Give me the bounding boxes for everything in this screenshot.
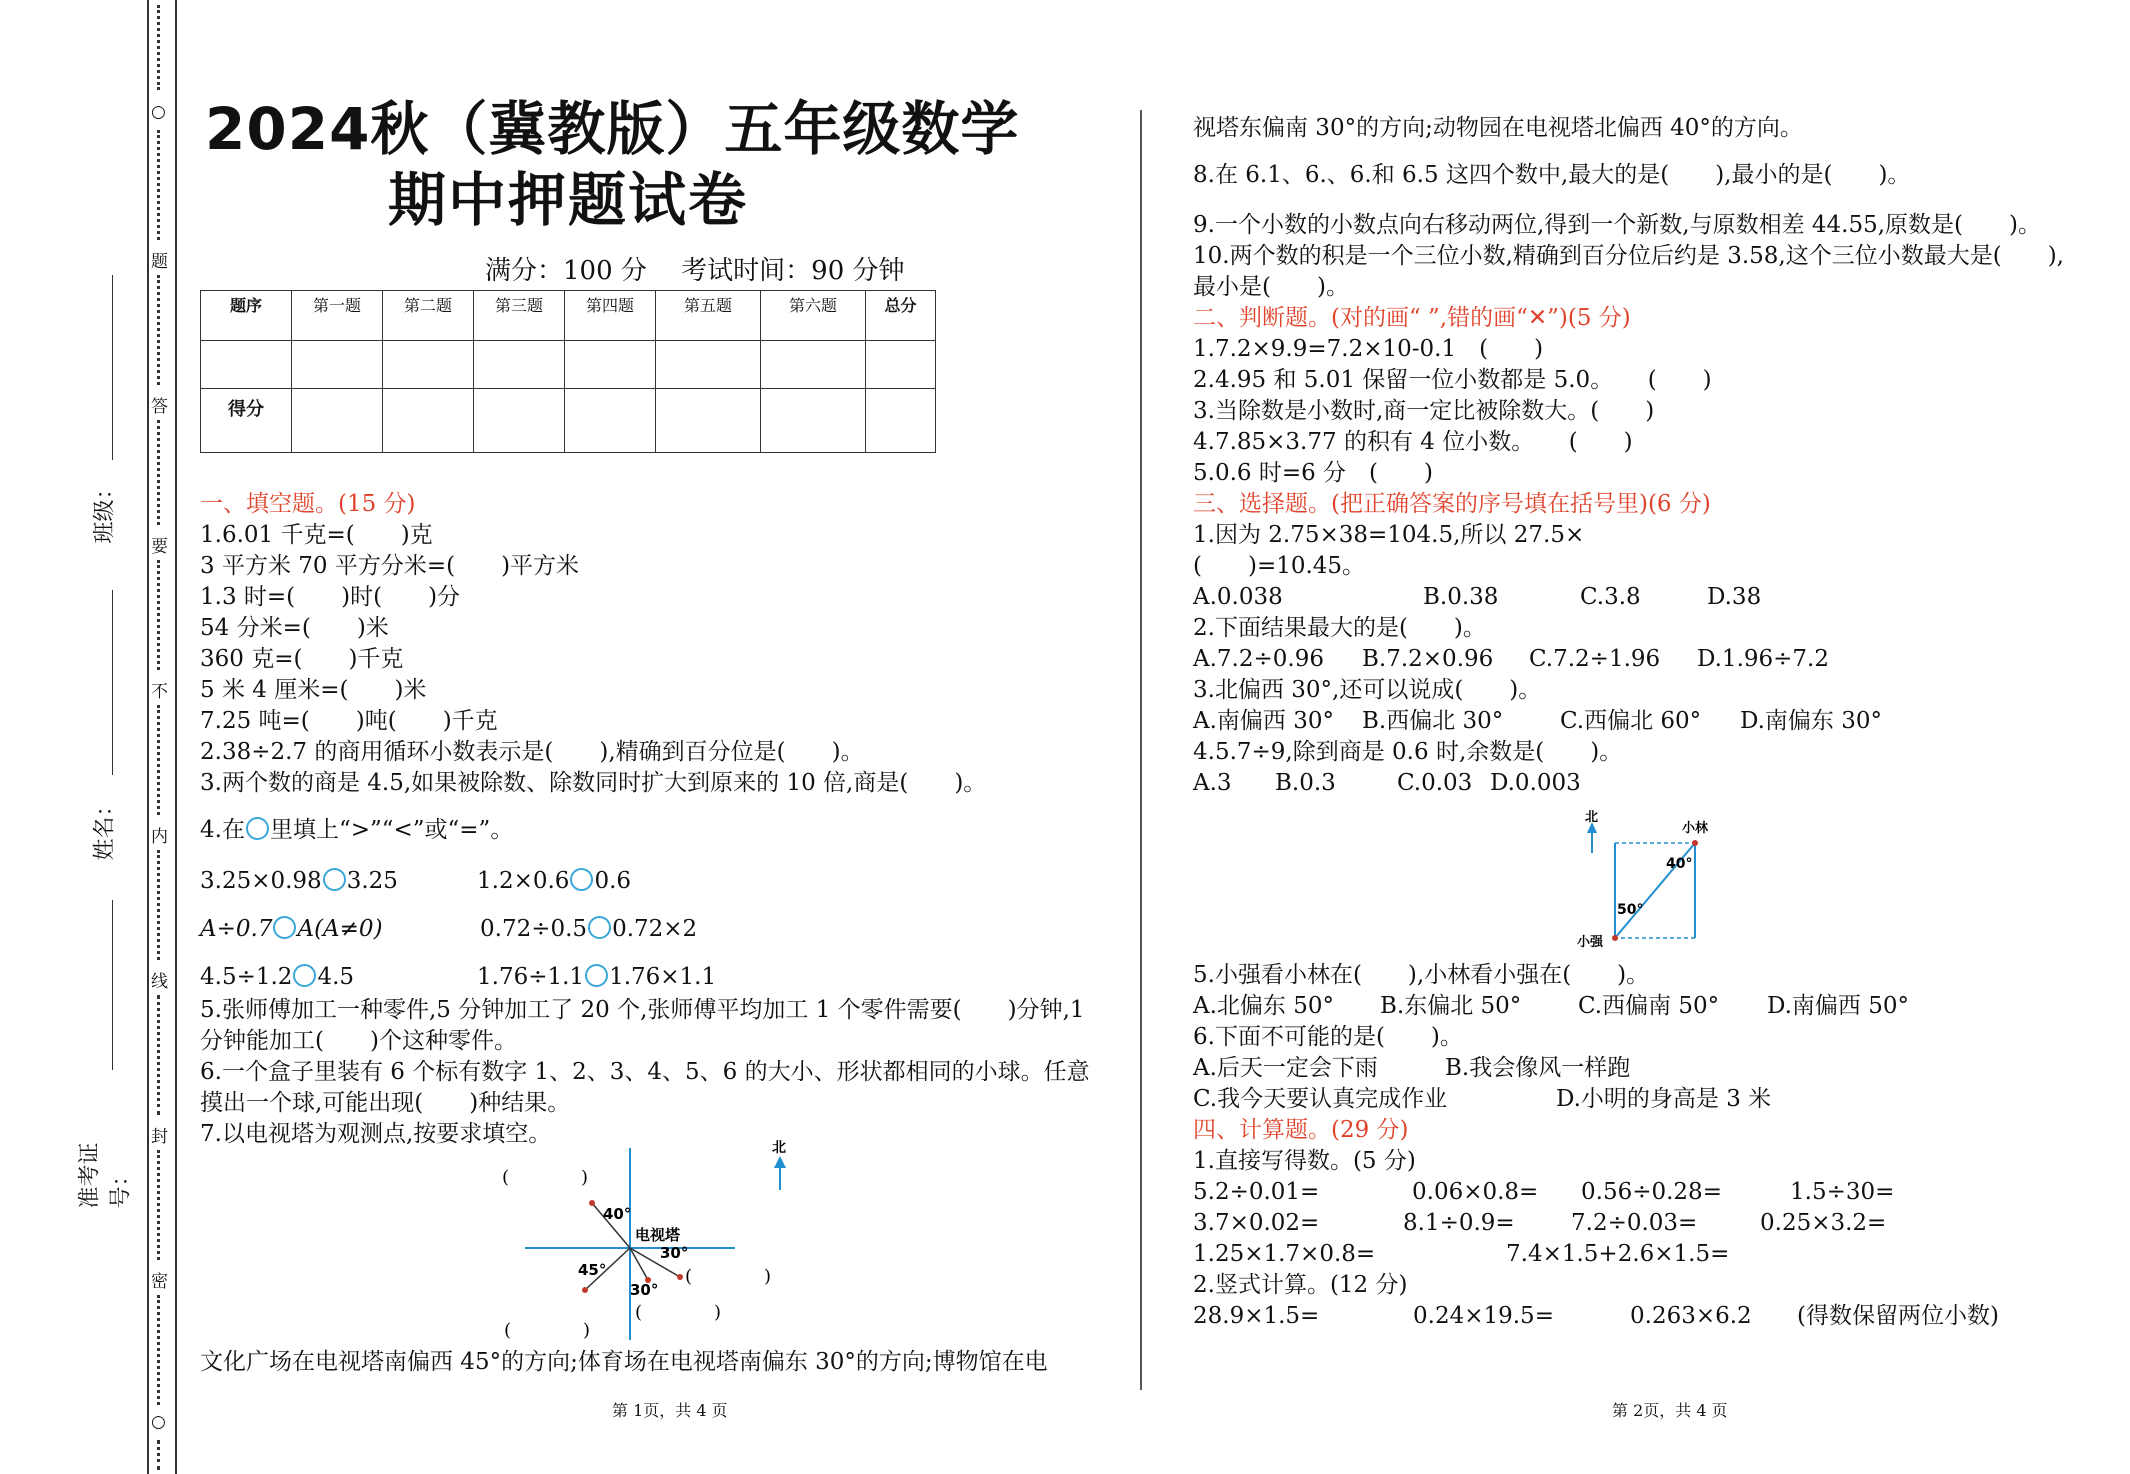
seal-char: ○ <box>151 1412 166 1432</box>
page-divider <box>1140 110 1142 1390</box>
option: B.我会像风一样跑 <box>1445 1055 1631 1081</box>
s2-line: 2.4.95 和 5.01 保留一位小数都是 5.0。 ( ) <box>1193 367 1712 393</box>
option: C.西偏北 60° <box>1560 708 1702 734</box>
title-line1: 2024秋（冀教版）五年级数学 <box>205 95 1020 163</box>
compare-left: 3.25×0.98 <box>200 868 322 894</box>
compass-diagram <box>490 1140 820 1345</box>
section3-heading: 三、选择题。(把正确答案的序号填在括号里)(6 分) <box>1193 491 1711 517</box>
calc-item: 0.06×0.8= <box>1412 1179 1539 1205</box>
option: D.南偏东 30° <box>1740 708 1883 734</box>
s1-line: 360 克=( )千克 <box>200 646 404 672</box>
id-label: 准考证号： <box>77 1142 134 1209</box>
point-sw <box>582 1287 588 1293</box>
page-footer-left: 第 1页，共 4 页 <box>612 1401 728 1420</box>
score-cell[interactable] <box>565 389 656 453</box>
s1-line: 7.25 吨=( )吨( )千克 <box>200 708 498 734</box>
s2-line: 3.当除数是小数时,商一定比被除数大。( ) <box>1193 398 1655 424</box>
angle-label: 45° <box>578 1261 607 1279</box>
section2-heading: 二、判断题。(对的画“ ”,错的画“✕”)(5 分) <box>1193 305 1631 331</box>
dotted-line <box>157 1440 163 1470</box>
center-label: 电视塔 <box>635 1226 681 1244</box>
point-es <box>677 1274 683 1280</box>
header-cell: 第五题 <box>656 291 761 341</box>
score-table-blank-row <box>201 341 936 389</box>
compare-right: 0.72×2 <box>612 916 698 942</box>
q4-intro-a: 4.在 <box>200 817 245 843</box>
s3-q5: 5.小强看小林在( ),小林看小强在( )。 <box>1193 962 1650 988</box>
header-cell: 题序 <box>201 291 292 341</box>
calc-item: 28.9×1.5= <box>1193 1303 1320 1329</box>
compare-circle-icon[interactable] <box>570 868 593 891</box>
compare-circle-icon[interactable] <box>273 916 296 939</box>
seal-char: 封 <box>151 1127 168 1147</box>
score-table-header <box>201 291 936 341</box>
header-cell: 第三题 <box>474 291 565 341</box>
compare-left: 1.2×0.6 <box>477 868 570 894</box>
compare-left: 4.5÷1.2 <box>200 964 293 990</box>
score-cell[interactable] <box>656 389 761 453</box>
s2-line: 5.0.6 时=6 分 ( ) <box>1193 460 1433 486</box>
compare-left: 0.72÷0.5 <box>480 916 588 942</box>
compare-circle-icon[interactable] <box>585 964 608 987</box>
s1-line: 5 米 4 厘米=( )米 <box>200 677 427 703</box>
score-cell <box>474 341 565 389</box>
dotted-line <box>157 1150 163 1260</box>
dotted-line <box>157 420 163 525</box>
option: C.西偏南 50° <box>1578 993 1720 1019</box>
header-cell: 第四题 <box>565 291 656 341</box>
north-arrow-head-icon <box>774 1156 786 1168</box>
compare-item <box>477 962 716 992</box>
angle-label: 40° <box>1666 856 1693 872</box>
class-label: 班级： <box>92 477 118 544</box>
calc-note: (得数保留两位小数) <box>1797 1303 1999 1329</box>
dotted-line <box>157 705 163 815</box>
s1-line2: 分钟能加工( )个这种零件。 <box>200 1028 517 1054</box>
score-cell[interactable] <box>383 389 474 453</box>
right-line: 视塔东偏南 30°的方向;动物园在电视塔北偏西 40°的方向。 <box>1193 115 1803 141</box>
margin-border-right <box>175 0 177 1474</box>
option: A.7.2÷0.96 <box>1193 646 1324 672</box>
s4-sub2: 2.竖式计算。(12 分) <box>1193 1272 1408 1298</box>
option: A.后天一定会下雨 <box>1193 1055 1378 1081</box>
calc-item: 5.2÷0.01= <box>1193 1179 1320 1205</box>
point-xiaoqiang <box>1612 935 1618 941</box>
seal-char: 内 <box>151 827 168 847</box>
compare-circle-icon[interactable] <box>293 964 316 987</box>
north-label: 北 <box>1585 810 1599 825</box>
right-line: 9.一个小数的小数点向右移动两位,得到一个新数,与原数相差 44.55,原数是( )。 <box>1193 212 2041 238</box>
id-underline <box>112 900 113 1070</box>
point-xiaolin <box>1692 840 1698 846</box>
score-row-label: 得分 <box>201 389 292 453</box>
compare-item <box>480 914 697 944</box>
option: D.1.96÷7.2 <box>1697 646 1829 672</box>
dotted-line <box>157 1295 163 1405</box>
calc-item: 0.263×6.2 <box>1630 1303 1752 1329</box>
s3-q1: 1.因为 2.75×38=104.5,所以 27.5× <box>1193 522 1585 548</box>
option: B.东偏北 50° <box>1380 993 1522 1019</box>
calc-item: 7.2÷0.03= <box>1571 1210 1698 1236</box>
seal-char: ○ <box>151 102 166 122</box>
score-cell[interactable] <box>292 389 383 453</box>
option: B.0.38 <box>1423 584 1499 610</box>
q7-text: 文化广场在电视塔南偏西 45°的方向;体育场在电视塔南偏东 30°的方向;博物馆在电 <box>200 1349 1048 1375</box>
option: A.3 <box>1193 770 1232 796</box>
s1-line2: 6.一个盒子里装有 6 个标有数字 1、2、3、4、5、6 的大小、形状都相同的小球。任意 <box>200 1059 1090 1085</box>
option: B.西偏北 30° <box>1362 708 1504 734</box>
seal-char: 题 <box>151 252 168 272</box>
calc-item: 7.4×1.5+2.6×1.5= <box>1506 1241 1730 1267</box>
seal-char: 线 <box>151 972 168 992</box>
title-line2: 期中押题试卷 <box>388 166 749 234</box>
compare-circle-icon[interactable] <box>588 916 611 939</box>
blank-sw: ( ) <box>504 1320 591 1341</box>
name-underline <box>112 590 113 775</box>
seal-char: 答 <box>151 397 168 417</box>
seal-char: 密 <box>151 1272 168 1292</box>
option: A.南偏西 30° <box>1193 708 1334 734</box>
s2-line: 4.7.85×3.77 的积有 4 位小数。 ( ) <box>1193 429 1633 455</box>
blank-nw: ( ) <box>502 1167 589 1188</box>
dotted-line <box>157 995 163 1115</box>
label-xiaoqiang: 小强 <box>1577 935 1604 948</box>
compare-right: 3.25 <box>346 868 398 894</box>
class-underline <box>112 275 113 460</box>
header-cell: 第二题 <box>383 291 474 341</box>
compare-left: A÷0.7 <box>200 916 273 942</box>
option: C.我今天要认真完成作业 <box>1193 1086 1448 1112</box>
compare-item <box>200 866 398 896</box>
s3-q6: 6.下面不可能的是( )。 <box>1193 1024 1463 1050</box>
s1-line: 3.两个数的商是 4.5,如果被除数、除数同时扩大到原来的 10 倍,商是( )。 <box>200 770 987 796</box>
blank-es: ( ) <box>685 1266 772 1287</box>
dotted-line <box>157 850 163 960</box>
compare-right: 1.76×1.1 <box>609 964 717 990</box>
compare-right: 4.5 <box>317 964 355 990</box>
option: C.0.03 <box>1397 770 1473 796</box>
s1-line2: 5.张师傅加工一种零件,5 分钟加工了 20 个,张师傅平均加工 1 个零件需要( )分钟,1 <box>200 997 1085 1023</box>
compare-left: 1.76÷1.1 <box>477 964 585 990</box>
score-cell <box>761 341 866 389</box>
calc-item: 0.56÷0.28= <box>1581 1179 1722 1205</box>
margin-border-left <box>147 0 149 1474</box>
s3-q4: 4.5.7÷9,除到商是 0.6 时,余数是( )。 <box>1193 739 1623 765</box>
calc-item: 1.25×1.7×0.8= <box>1193 1241 1376 1267</box>
angle-label: 30° <box>660 1244 689 1262</box>
seal-char: 不 <box>151 682 168 702</box>
q4-intro <box>200 815 513 845</box>
s2-line: 1.7.2×9.9=7.2×10-0.1 ( ) <box>1193 336 1544 362</box>
s4-sub1: 1.直接写得数。(5 分) <box>1193 1148 1416 1174</box>
angle-label: 50° <box>1617 902 1644 918</box>
label-xiaolin: 小林 <box>1682 821 1709 836</box>
s1-line: 3 平方米 70 平方分米=( )平方米 <box>200 553 580 579</box>
score-table-score-row <box>201 389 936 453</box>
blank-se: ( ) <box>635 1302 722 1323</box>
s1-line: 1.6.01 千克=( )克 <box>200 522 433 548</box>
compare-item <box>477 866 631 896</box>
compare-item <box>200 962 354 992</box>
point-nw <box>589 1200 595 1206</box>
section1-heading: 一、填空题。(15 分) <box>200 491 416 517</box>
score-cell[interactable] <box>761 389 866 453</box>
option: C.3.8 <box>1580 584 1641 610</box>
s3-q1b: ( )=10.45。 <box>1193 553 1366 579</box>
score-cell[interactable] <box>474 389 565 453</box>
option: B.0.3 <box>1275 770 1336 796</box>
compare-right: A(A≠0) <box>297 916 383 942</box>
exam-info: 满分：100 分 考试时间：90 分钟 <box>485 256 905 286</box>
option: D.南偏西 50° <box>1767 993 1910 1019</box>
score-cell <box>201 341 292 389</box>
s1-line: 54 分米=( )米 <box>200 615 389 641</box>
section4-heading: 四、计算题。(29 分) <box>1193 1117 1409 1143</box>
option: A.北偏东 50° <box>1193 993 1334 1019</box>
calc-item: 8.1÷0.9= <box>1403 1210 1515 1236</box>
name-label: 姓名： <box>92 794 118 861</box>
header-cell: 总分 <box>866 291 936 341</box>
compare-circle-icon <box>246 817 269 840</box>
option: B.7.2×0.96 <box>1362 646 1494 672</box>
s3-q3: 3.北偏西 30°,还可以说成( )。 <box>1193 677 1542 703</box>
right-line: 最小是( )。 <box>1193 274 1349 300</box>
s1-line2: 摸出一个球,可能出现( )种结果。 <box>200 1090 571 1116</box>
score-cell <box>656 341 761 389</box>
dotted-line <box>157 130 163 240</box>
seal-char: 要 <box>151 537 168 557</box>
score-cell <box>866 341 936 389</box>
compare-item <box>200 914 383 944</box>
s1-line: 2.38÷2.7 的商用循环小数表示是( ),精确到百分位是( )。 <box>200 739 864 765</box>
score-cell <box>292 341 383 389</box>
compare-right: 0.6 <box>594 868 632 894</box>
dotted-line <box>157 275 163 385</box>
score-cell <box>565 341 656 389</box>
right-line: 8.在 6.1、6.、6.和 6.5 这四个数中,最大的是( ),最小的是( )。 <box>1193 162 1911 188</box>
compare-circle-icon[interactable] <box>323 868 346 891</box>
dotted-line <box>157 560 163 670</box>
option: D.38 <box>1707 584 1762 610</box>
q4-intro-b: 里填上“>”“<”或“=”。 <box>269 817 514 843</box>
score-cell <box>383 341 474 389</box>
score-table <box>200 290 936 453</box>
header-cell: 第一题 <box>292 291 383 341</box>
calc-item: 3.7×0.02= <box>1193 1210 1320 1236</box>
header-cell: 第六题 <box>761 291 866 341</box>
s3-q2: 2.下面结果最大的是( )。 <box>1193 615 1486 641</box>
score-cell[interactable] <box>866 389 936 453</box>
page-footer-right: 第 2页，共 4 页 <box>1612 1401 1728 1420</box>
direction-diagram <box>1565 808 1725 948</box>
option: A.0.038 <box>1193 584 1283 610</box>
s1-line: 1.3 时=( )时( )分 <box>200 584 461 610</box>
calc-item: 1.5÷30= <box>1790 1179 1895 1205</box>
right-line: 10.两个数的积是一个三位小数,精确到百分位后约是 3.58,这个三位小数最大是( ), <box>1193 243 2064 269</box>
north-label: 北 <box>772 1140 786 1156</box>
option: C.7.2÷1.96 <box>1529 646 1661 672</box>
s1-line2: 7.以电视塔为观测点,按要求填空。 <box>200 1121 552 1147</box>
angle-label: 30° <box>630 1281 659 1299</box>
option: D.0.003 <box>1490 770 1581 796</box>
calc-item: 0.24×19.5= <box>1413 1303 1554 1329</box>
option: D.小明的身高是 3 米 <box>1556 1086 1772 1112</box>
calc-item: 0.25×3.2= <box>1760 1210 1887 1236</box>
angle-label: 40° <box>603 1205 632 1223</box>
dotted-line <box>157 5 163 90</box>
